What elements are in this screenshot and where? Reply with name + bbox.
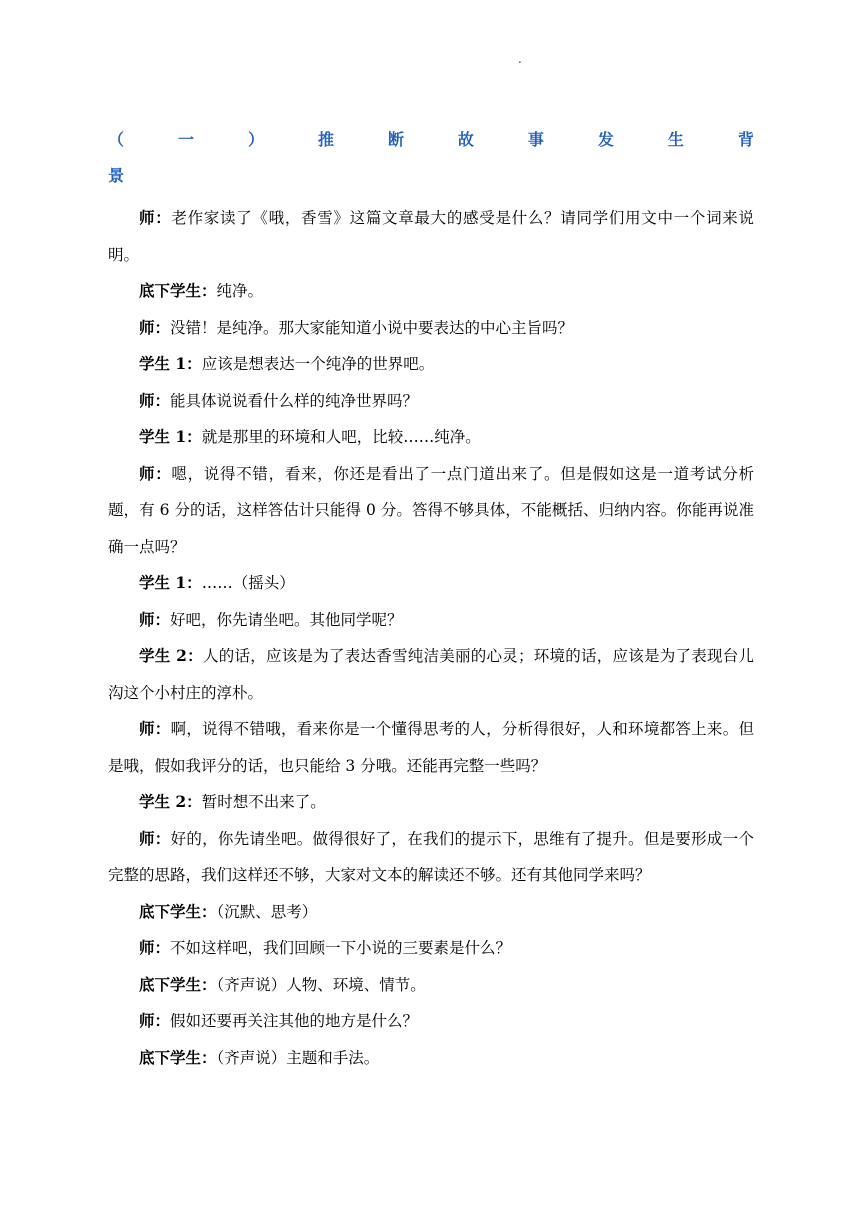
speaker-label: 学生 1： — [139, 354, 202, 373]
dialogue-line — [108, 419, 754, 456]
speaker-label: 师： — [139, 1011, 171, 1030]
speaker-label: 底下学生： — [139, 281, 217, 300]
title-char: 生 — [667, 130, 684, 149]
dialogue-line — [108, 383, 754, 420]
dialogue-line — [108, 711, 754, 784]
speaker-label: 师： — [139, 719, 171, 738]
title-char: 事 — [527, 130, 544, 149]
speaker-label: 师： — [139, 208, 172, 227]
title-char: （ — [108, 130, 125, 149]
speaker-label: 底下学生： — [139, 974, 217, 994]
dialogue-text: 好吧，你先请坐吧。其他同学呢？ — [170, 610, 403, 629]
dialogue-line — [108, 602, 754, 639]
section-title-line — [108, 128, 754, 152]
dialogue-line — [108, 821, 754, 894]
speaker-label: 学生 2： — [139, 792, 202, 811]
dialogue-line — [108, 565, 754, 602]
dialogue-text: 就是那里的环境和人吧，比较……纯净。 — [201, 428, 481, 446]
title-char: 发 — [597, 130, 614, 149]
dialogue-line — [108, 967, 754, 1004]
dialogue-line — [108, 930, 754, 967]
dialogue-text: 好的，你先请坐吧。做得很好了，在我们的提示下，思维有了提升。但是要形成一个完整的思路，我们这样还不够，大家对文本的解读还不够。还有其他同学来吗？ — [108, 829, 754, 884]
title-char: ） — [247, 130, 264, 149]
title-char: 一 — [177, 130, 194, 149]
dialogue-text: 假如还要再关注其他的地方是什么？ — [170, 1012, 419, 1030]
speaker-label: 师： — [139, 609, 171, 629]
speaker-label: 师： — [139, 317, 171, 337]
dialogue-line — [108, 310, 754, 347]
dialogue-line — [108, 1040, 754, 1077]
dialogue-line — [108, 346, 754, 383]
title-char: 断 — [387, 130, 404, 149]
dialogue-text: 不如这样吧，我们回顾一下小说的三要素是什么？ — [170, 939, 512, 957]
dialogue-line — [108, 784, 754, 821]
speaker-label: 学生 1： — [139, 573, 202, 592]
dialogue-line — [108, 638, 754, 711]
dialogue-text: 纯净。 — [216, 282, 264, 300]
dialogue-line — [108, 1003, 754, 1040]
section-title-tail: 景 — [108, 166, 125, 185]
title-char: 推 — [317, 130, 334, 149]
dialogue-line — [108, 273, 754, 310]
header-mark: . — [518, 52, 522, 66]
speaker-label: 师： — [139, 463, 172, 483]
dialogue-line — [108, 456, 754, 566]
title-char: 故 — [457, 130, 474, 149]
dialogue-text: （沉默、思考） — [216, 902, 318, 921]
dialogue-text: ……（摇头） — [201, 574, 295, 592]
dialogue-text: 能具体说说看什么样的纯净世界吗？ — [170, 391, 419, 410]
dialogue-text: 暂时想不出来了。 — [201, 793, 326, 811]
dialogue-text: 嗯，说得不错，看来，你还是看出了一点门道出来了。但是假如这是一道考试分析题，有 6 分的话，这样答估计只能得 0 分。答得不够具体，不能概括、归纳内容。你能再说准确一点吗？ — [108, 464, 754, 556]
dialogue-body — [108, 200, 754, 1076]
section-title — [108, 128, 754, 188]
speaker-label: 学生 2： — [139, 646, 203, 665]
dialogue-text: 人的话，应该是为了表达香雪纯洁美丽的心灵；环境的话，应该是为了表现台儿沟这个小村庄的淳朴。 — [108, 647, 754, 702]
speaker-label: 学生 1： — [139, 427, 202, 446]
speaker-label: 底下学生： — [139, 901, 217, 921]
dialogue-text: （齐声说）人物、环境、情节。 — [216, 975, 426, 994]
dialogue-text: （齐声说）主题和手法。 — [216, 1048, 380, 1067]
speaker-label: 师： — [139, 390, 171, 410]
dialogue-text: 啊，说得不错哦，看来你是一个懂得思考的人，分析得很好，人和环境都答上来。但是哦，假如我评分的话，也只能给 3 分哦。还能再完整一些吗？ — [108, 720, 754, 775]
dialogue-line — [108, 200, 754, 273]
title-char: 背 — [737, 130, 754, 149]
speaker-label: 底下学生： — [139, 1047, 217, 1067]
speaker-label: 师： — [139, 938, 171, 957]
dialogue-text: 应该是想表达一个纯净的世界吧。 — [201, 355, 435, 373]
dialogue-line — [108, 894, 754, 931]
dialogue-text: 没错！是纯净。那大家能知道小说中要表达的中心主旨吗？ — [170, 318, 574, 337]
dialogue-text: 老作家读了《哦，香雪》这篇文章最大的感受是什么？请同学们用文中一个词来说明。 — [108, 209, 754, 264]
speaker-label: 师： — [139, 828, 171, 848]
